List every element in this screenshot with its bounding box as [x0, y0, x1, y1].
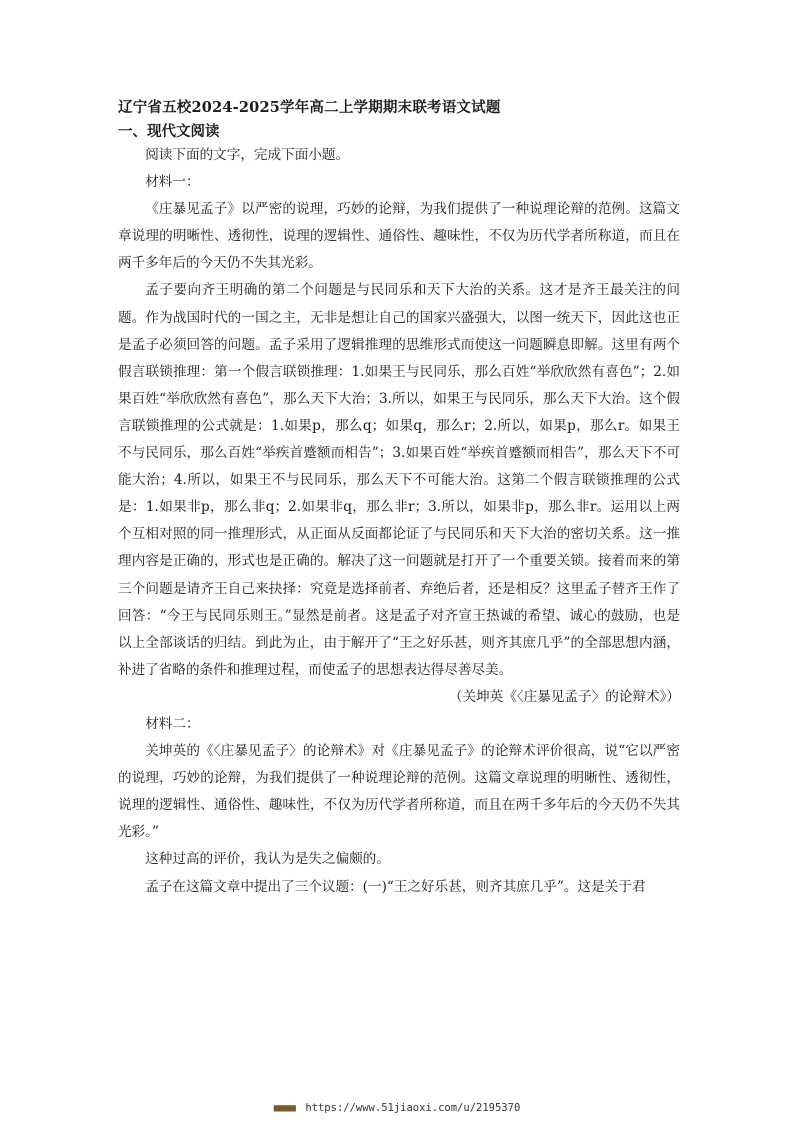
material2-paragraph: 这种过高的评价，我认为是失之偏颇的。: [145, 851, 390, 868]
document-body: [118, 142, 680, 901]
material1-paragraph: 孟子要向齐王明确的第二个问题是与民同乐和天下大治的关系。这才是齐王最关注的问题。作为战国时代的一国之主，无非是想让自己的国家兴盛强大，以图一统天下，因此这也正是孟子必须回答的问题。孟子采用了逻辑推理的思维形式而使这一问题瞬息即解。这里有两个假言联锁推理：第一个假言联锁推理：1.如果王与民同乐，那么百姓“举欣欣然有喜色”；2.如果百姓“举欣欣然有喜色”，那么天下大治；3.所以，如果王与民同乐，那么天下大治。这个假言联锁推理的公式就是：1.如果p，那么q；如果q，那么r；2.所以，如果p，那么r。如果王不与民同乐，那么百姓“举疾首蹙额而相告”；3.如果百姓“举疾首蹙额而相告”，那么天下不可能大治；4.所以，如果王不与民同乐，那么天下不可能大治。这第二个假言联锁推理的公式是：1.如果非p，那么非q；2.如果非q，那么非r；3.所以，如果非p，那么非r。运用以上两个互相对照的同一推理形式，从正面从反面都论证了与民同乐和天下大治的密切关系。这一推理内容是正确的，形式也是正确的。解决了这一问题就是打开了一个重要关锁。接着而来的第三个问题是请齐王自己来抉择：究竟是选择前者、弃绝后者，还是相反？这里孟子替齐王作了回答：“今王与民同乐则王。”显然是前者。这是孟子对齐宣王热诚的希望、诚心的鼓励，也是以上全部谈话的归结。到此为止，由于解开了“王之好乐甚，则齐其庶几乎”的全部思想内涵，补进了省略的条件和推理过程，而使孟子的思想表达得尽善尽美。: [118, 282, 680, 678]
instruction-text: 阅读下面的文字，完成下面小题。: [145, 147, 350, 163]
document-title: 辽宁省五校2024-2025学年高二上学期期末联考语文试题: [118, 99, 501, 116]
material2-paragraph: 孟子在这篇文章中提出了三个议题：(一)“王之好乐甚，则齐其庶几乎”。这是关于君: [145, 878, 646, 895]
footer-url[interactable]: https://www.51jiaoxi.com/u/2195370: [305, 1102, 521, 1114]
material2-paragraph: 关坤英的《〈庄暴见孟子〉的论辩术》对《庄暴见孟子》的论辩术评价很高，说“它以严密的说理，巧妙的论辩，为我们提供了一种说理论辩的范例。这篇文章说理的明晰性、透彻性，说理的逻辑性、通俗性、趣味性，不仅为历代学者所称道，而且在两千多年后的今天仍不失其光彩。”: [118, 743, 680, 841]
material1-paragraph: 《庄暴见孟子》以严密的说理，巧妙的论辩，为我们提供了一种说理论辩的范例。这篇文章说理的明晰性、透彻性，说理的逻辑性、通俗性、趣味性，不仅为历代学者所称道，而且在两千多年后的今天仍不失其光彩。: [118, 201, 680, 272]
section-heading: 一、现代文阅读: [118, 123, 220, 140]
material1-label: 材料一：: [145, 174, 200, 191]
watermark-logo: ■■■■: [273, 1102, 296, 1114]
material1-source: （关坤英《〈庄暴见孟子〉的论辩术》）: [448, 688, 680, 705]
page-footer: [0, 1102, 794, 1114]
material2-label: 材料二：: [145, 715, 200, 732]
